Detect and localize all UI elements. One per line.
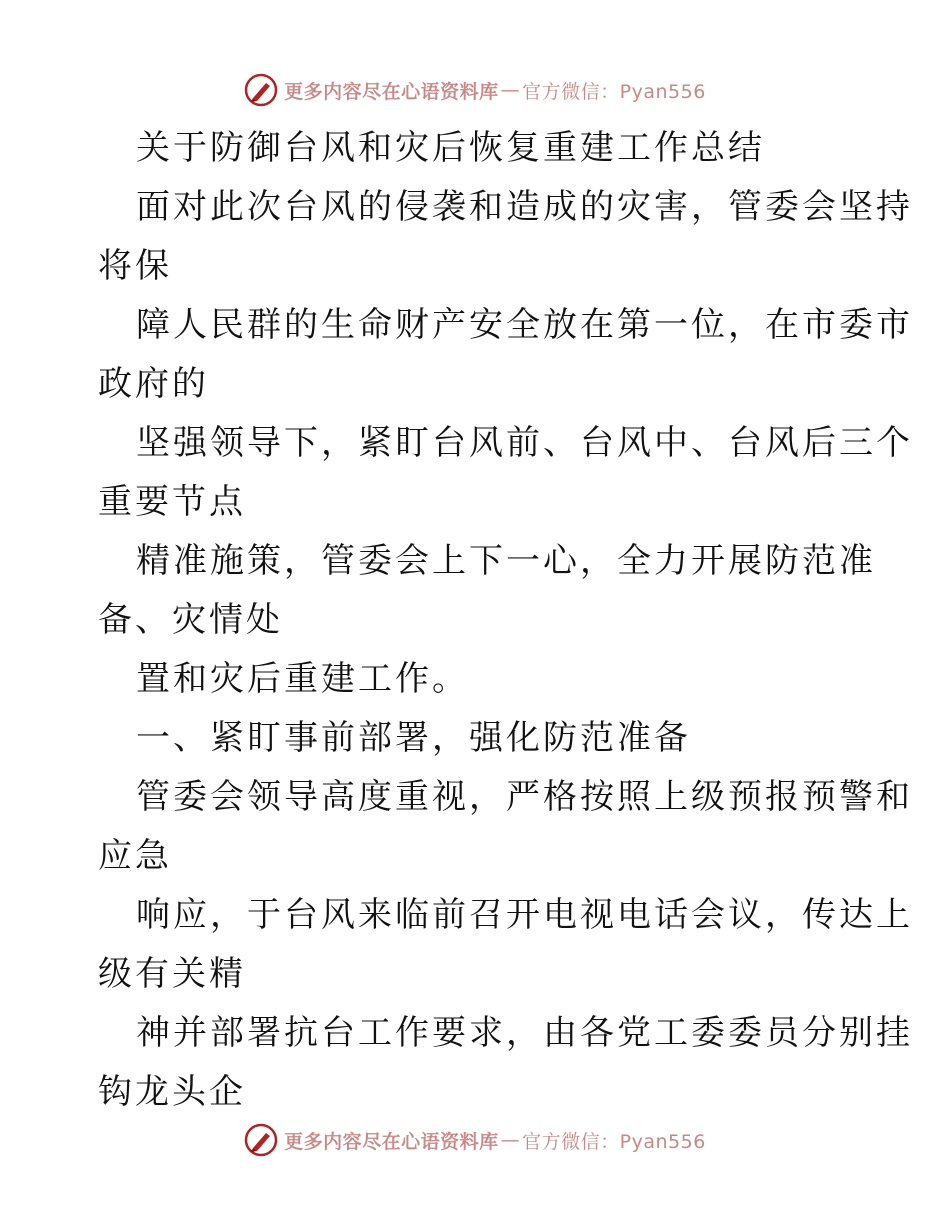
pen-logo-icon [244, 73, 278, 107]
watermark-wechat: 官方微信：Pyan556 [522, 80, 706, 103]
pen-logo-icon [244, 1123, 278, 1157]
watermark-dash: — [500, 1129, 521, 1151]
watermark-wechat: 官方微信：Pyan556 [522, 1130, 706, 1153]
section-heading: 一、紧盯事前部署，强化防范准备 [136, 718, 691, 758]
header-watermark [0, 70, 950, 110]
watermark-title: 更多内容尽在心语资料库 [284, 80, 499, 103]
doc-line: 管委会领导高度重视，严格按照上级预报预警和 [136, 777, 913, 817]
doc-line: 坚强领导下，紧盯台风前、台风中、台风后三个 [136, 423, 913, 463]
doc-line: 备、灾情处 [98, 600, 283, 640]
document-body [98, 119, 913, 1122]
doc-line: 响应，于台风来临前召开电视电话会议，传达上 [136, 895, 913, 935]
doc-line: 置和灾后重建工作。 [136, 659, 469, 699]
doc-line: 应急 [98, 836, 172, 876]
doc-line: 将保 [98, 246, 172, 286]
footer-watermark [0, 1120, 950, 1160]
watermark-dash: — [500, 79, 521, 101]
watermark-title: 更多内容尽在心语资料库 [284, 1130, 499, 1153]
doc-line: 关于防御台风和灾后恢复重建工作总结 [136, 128, 765, 168]
doc-line: 政府的 [98, 364, 209, 404]
doc-line: 重要节点 [98, 482, 246, 522]
doc-line: 神并部署抗台工作要求，由各党工委委员分别挂 [136, 1013, 913, 1053]
doc-line: 级有关精 [98, 954, 246, 994]
doc-line: 障人民群的生命财产安全放在第一位，在市委市 [136, 305, 913, 345]
doc-line: 精准施策，管委会上下一心，全力开展防范准 [136, 541, 876, 581]
doc-line: 面对此次台风的侵袭和造成的灾害，管委会坚持 [136, 187, 913, 227]
doc-line: 钩龙头企 [98, 1072, 246, 1112]
